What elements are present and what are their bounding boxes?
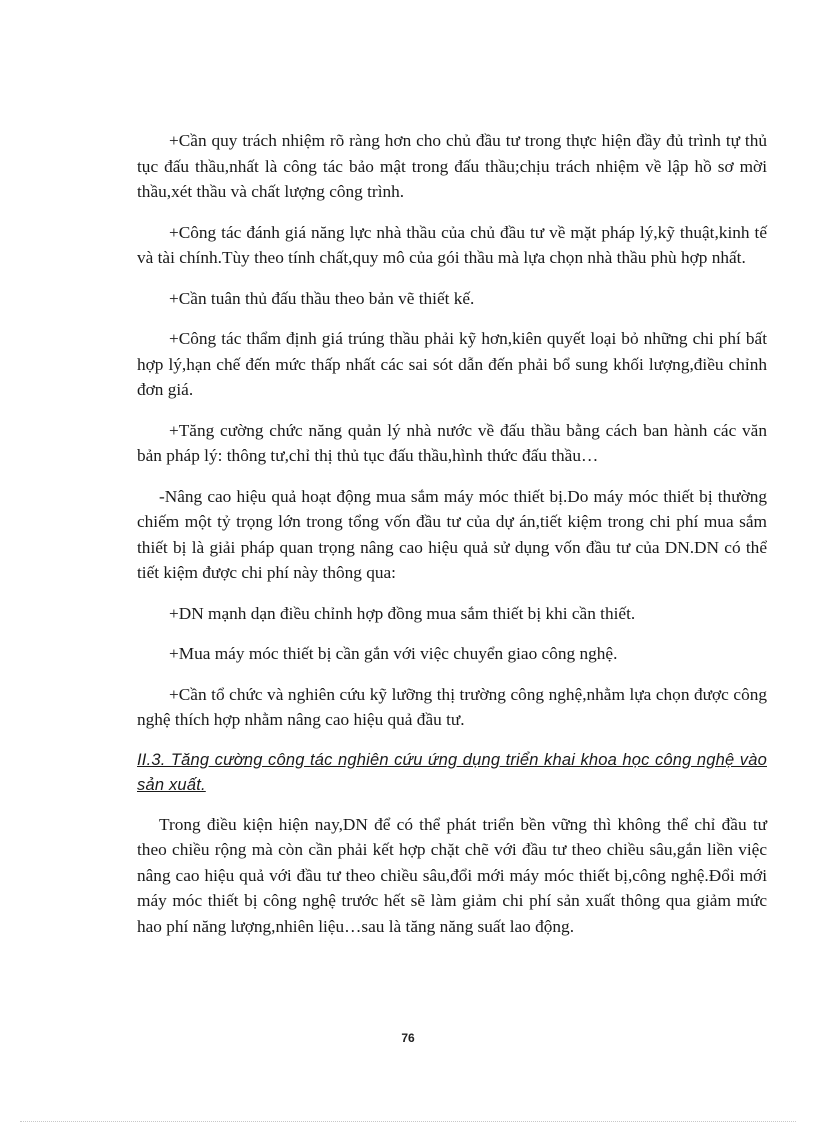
paragraph-price-appraisal: +Công tác thẩm định giá trúng thầu phải kỹ hơn,kiên quyết loại bỏ những chi phí bất hợp lý,hạn chế đến mức thấp nhất các sai sót dẫn đến phải bổ sung khối lượng,điều chỉnh đơn giá. (137, 329, 767, 399)
paragraph-technology-transfer: +Mua máy móc thiết bị cần gắn với việc chuyển giao công nghệ. (169, 644, 618, 663)
paragraph-section-body: Trong điều kiện hiện nay,DN để có thể phát triển bền vững thì không thể chỉ đầu tư theo chiều rộng mà còn cần phải kết hợp chặt chẽ với đầu tư theo chiều sâu,gắn liền việc nâng cao hiệu quả với đầu tư theo chiều sâu,đổi mới máy móc thiết bị,công nghệ.Đổi mới máy móc thiết bị công nghệ trước hết sẽ làm giảm chi phí sản xuất thông qua giảm mức hao phí năng lượng,nhiên liệu…sau là tăng năng suất lao động. (137, 814, 767, 936)
page-body (137, 128, 767, 954)
paragraph-design-compliance: +Cần tuân thủ đấu thầu theo bản vẽ thiết kế. (169, 288, 475, 308)
paragraph-equipment-procurement: -Nâng cao hiệu quả hoạt động mua sắm máy móc thiết bị.Do máy móc thiết bị thường chiếm một tỷ trọng lớn trong tổng vốn đầu tư của dự án,tiết kiệm trong chi phí mua sắm thiết bị là giải pháp quan trọng nâng cao hiệu quả sử dụng vốn đầu tư của DN.DN có thể tiết kiệm được chi phí này thông qua: (137, 486, 767, 582)
page-bottom-divider (20, 1121, 796, 1122)
paragraph-contract-adjustment: +DN mạnh dạn điều chỉnh hợp đồng mua sắm thiết bị khi cần thiết. (169, 603, 636, 623)
paragraph-state-management: +Tăng cường chức năng quản lý nhà nước về đấu thầu bằng cách ban hành các văn bản pháp lý: thông tư,chỉ thị thủ tục đấu thầu,hình thức đấu thầu… (137, 420, 767, 465)
paragraph-contractor-evaluation: +Công tác đánh giá năng lực nhà thầu của chủ đầu tư về mặt pháp lý,kỹ thuật,kinh tế và tài chính.Tùy theo tính chất,quy mô của gói thầu mà lựa chọn nhà thầu phù hợp nhất. (137, 222, 767, 267)
section-heading: II.3. Tăng cường công tác nghiên cứu ứng dụng triển khai khoa học công nghệ vào sản xuất. (137, 750, 767, 794)
paragraph-investor-responsibility: +Cần quy trách nhiệm rõ ràng hơn cho chủ đầu tư trong thực hiện đầy đủ trình tự thủ tục đấu thầu,nhất là công tác bảo mật trong đấu thầu;chịu trách nhiệm về lập hồ sơ mời thầu,xét thầu và chất lượng công trình. (137, 131, 767, 201)
paragraph-market-research: +Cần tổ chức và nghiên cứu kỹ lưỡng thị trường công nghệ,nhằm lựa chọn được công nghệ thích hợp nhằm nâng cao hiệu quả đầu tư. (137, 684, 767, 729)
page-number: 76 (401, 1031, 415, 1045)
